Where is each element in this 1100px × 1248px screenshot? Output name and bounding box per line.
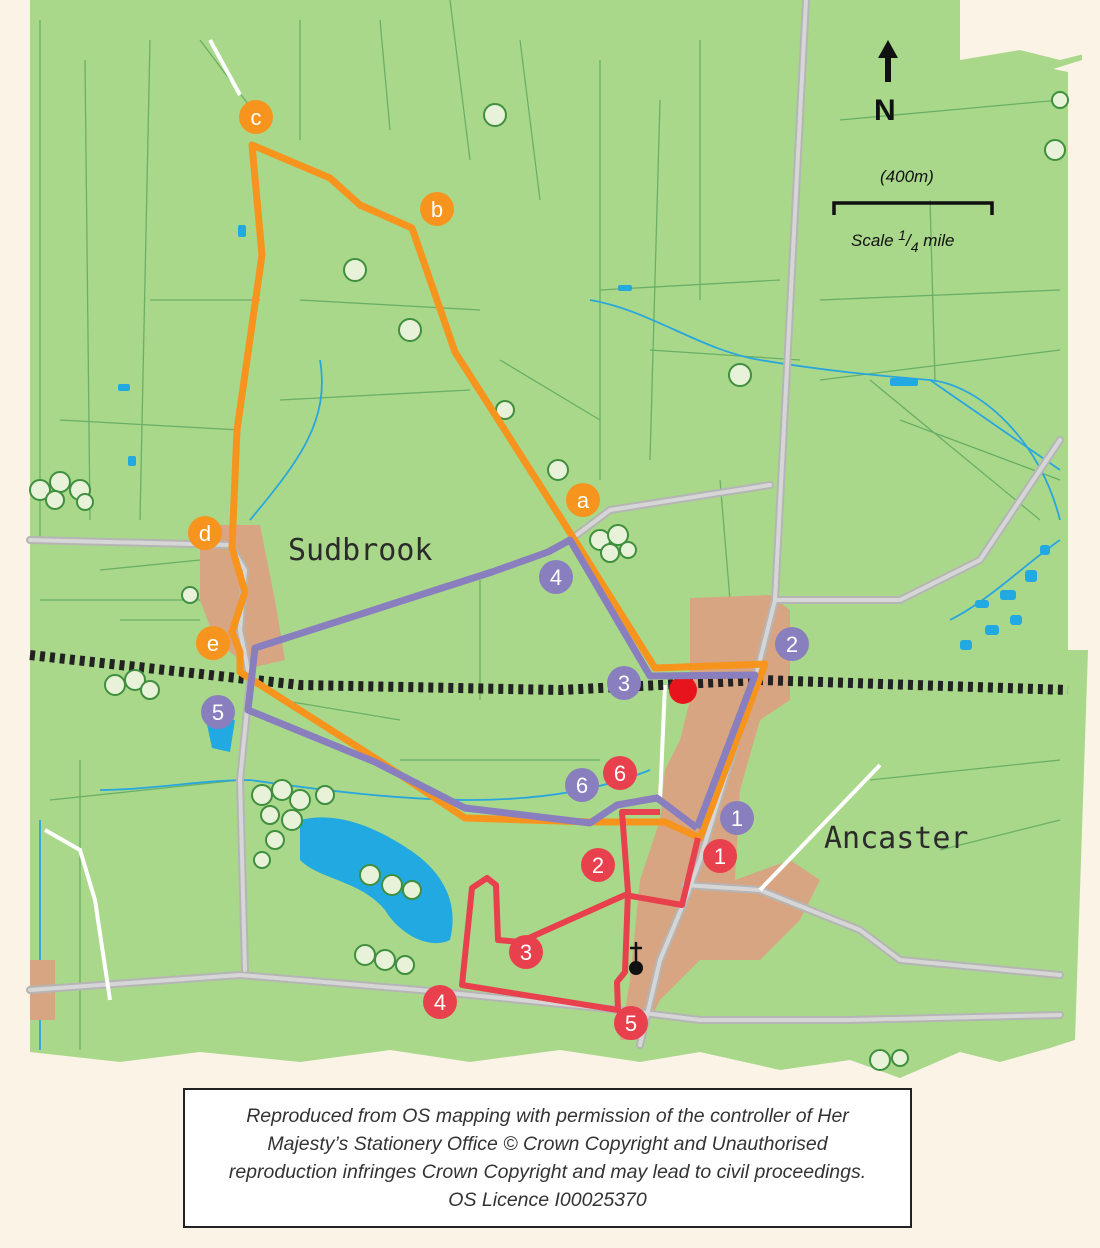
copyright-box	[183, 1088, 912, 1228]
route-marker-label-purple-4: 4	[549, 565, 563, 590]
route-marker-label-red-2: 2	[591, 853, 605, 878]
scale-prefix: Scale	[851, 231, 899, 250]
route-marker-label-orange-b: b	[430, 197, 444, 222]
station-marker	[669, 676, 697, 704]
paper-edge-left	[0, 0, 28, 200]
route-marker-label-orange-a: a	[576, 488, 590, 513]
route-marker-label-purple-6: 6	[575, 773, 589, 798]
route-marker-label-red-5: 5	[624, 1011, 638, 1036]
map-background	[30, 0, 1088, 1078]
route-marker-label-red-3: 3	[519, 940, 533, 965]
scale-numerator: 1	[898, 227, 907, 243]
place-label-ancaster: Ancaster	[824, 821, 969, 856]
route-marker-label-purple-2: 2	[785, 632, 799, 657]
scale-denominator: 4	[910, 239, 919, 255]
route-marker-label-red-6: 6	[613, 761, 627, 786]
copyright-text: Reproduced from OS mapping with permission of the controller of Her Majesty’s Stationery Office © Crown Copyright and Unauthorised reproduction infringes Crown Copyright and may lead to civil proceedings. OS Licence I00025370	[228, 1105, 867, 1211]
north-label: N	[874, 94, 896, 127]
route-marker-label-purple-3: 3	[617, 671, 631, 696]
scale-unit: mile	[918, 231, 955, 250]
route-marker-label-red-4: 4	[433, 990, 447, 1015]
route-marker-label-orange-e: e	[206, 631, 220, 656]
route-marker-label-purple-5: 5	[211, 700, 225, 725]
route-marker-label-orange-c: c	[250, 105, 262, 130]
place-label-sudbrook: Sudbrook	[288, 533, 433, 568]
route-marker-label-red-1: 1	[713, 844, 727, 869]
scale-distance: (400m)	[880, 167, 934, 186]
scale-slash: /	[906, 231, 911, 250]
route-marker-label-orange-d: d	[198, 521, 212, 546]
route-marker-label-purple-1: 1	[730, 806, 744, 831]
